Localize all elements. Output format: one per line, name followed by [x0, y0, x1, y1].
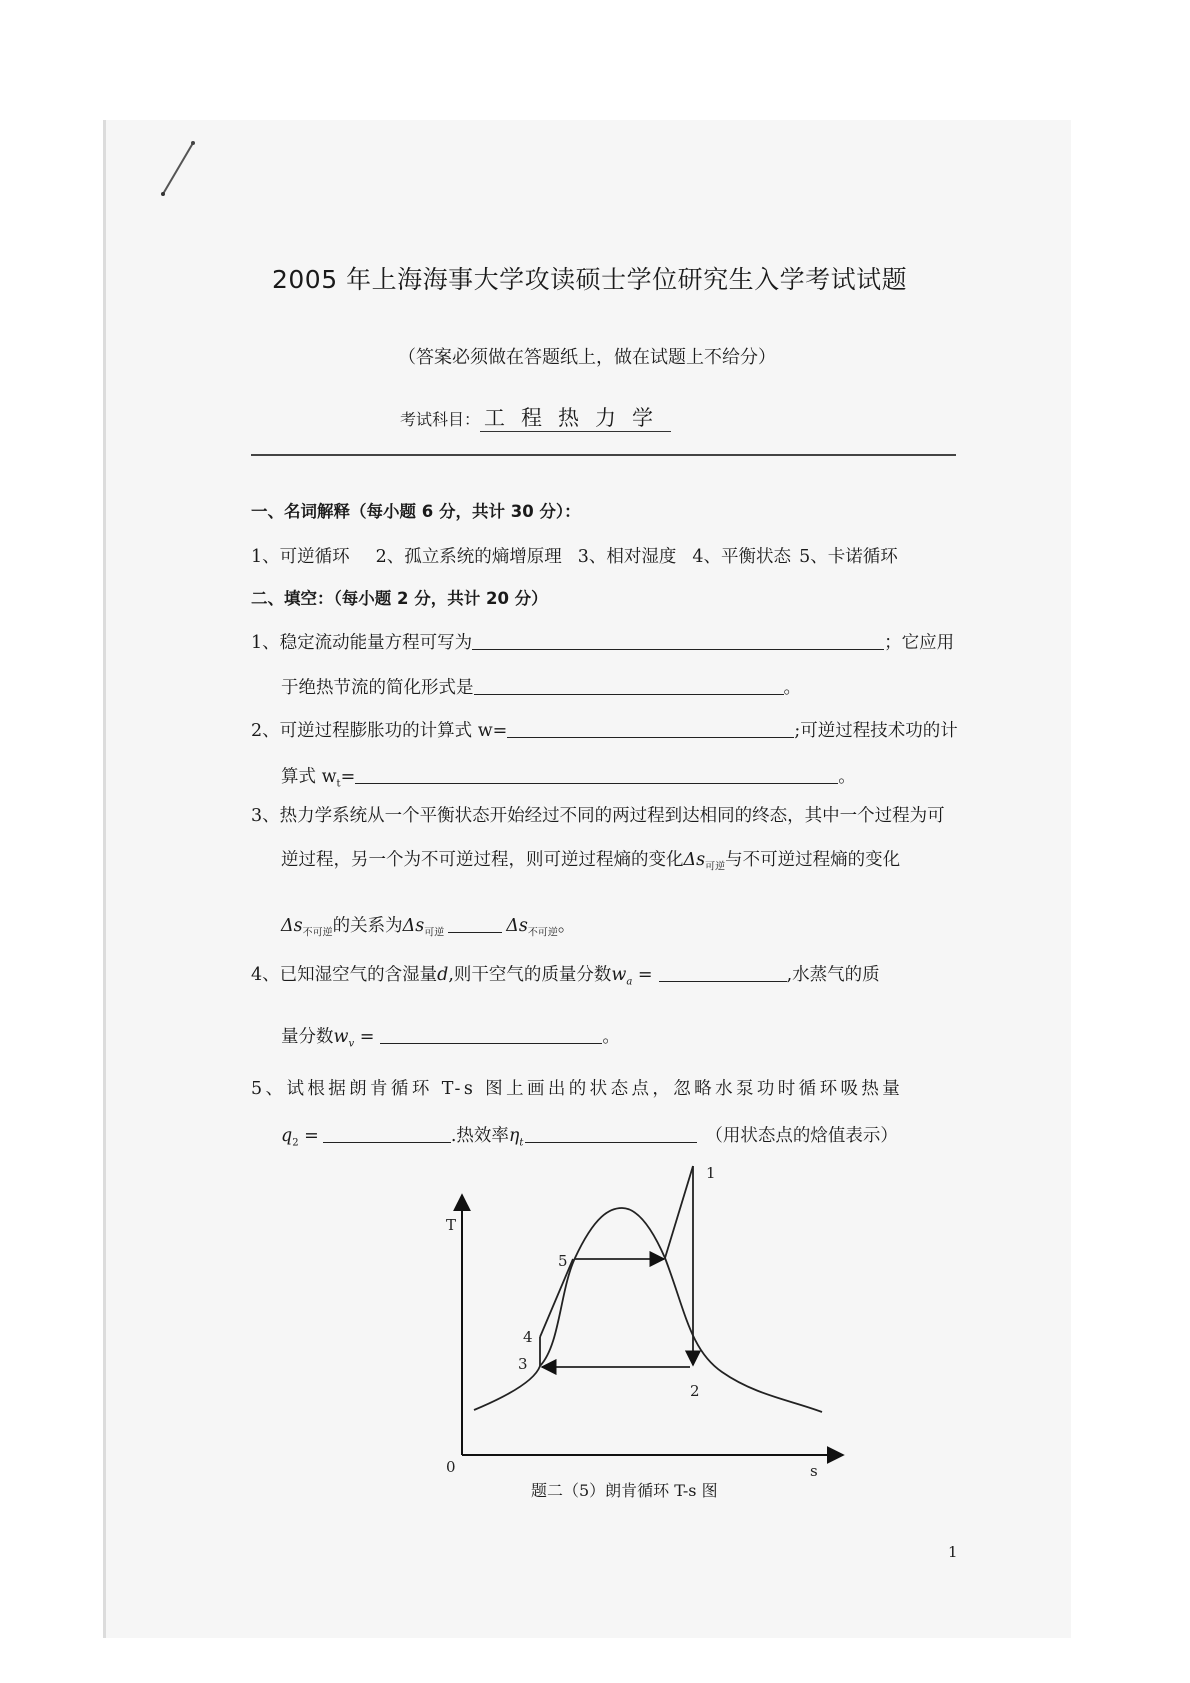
answer-blank[interactable]: [507, 721, 794, 738]
subject-value: 工程热力学: [480, 406, 671, 432]
process-superheat: [665, 1166, 693, 1258]
fill-question-5-cont: [281, 1122, 898, 1149]
question-number: 4、: [251, 965, 280, 985]
subscript: 不可逆: [527, 927, 558, 939]
math-delta-s: Δs: [506, 916, 528, 936]
math-var: η: [508, 1126, 520, 1146]
answer-notice: （答案必须做在答题纸上，做在试题上不给分）: [398, 347, 776, 368]
point-label-3: 3: [518, 1355, 528, 1373]
question-text: ;可逆过程技术功的计: [794, 721, 958, 741]
math-var: q: [281, 1126, 293, 1146]
staple-mark: [160, 140, 200, 198]
rankine-ts-diagram: [430, 1150, 870, 1510]
answer-blank[interactable]: [659, 965, 787, 982]
question-number: 1、: [251, 633, 280, 653]
term-item: 5、卡诺循环: [799, 547, 898, 567]
math-delta-s: Δs: [402, 916, 425, 936]
fill-question-5: [251, 1075, 903, 1100]
question-text: 。: [838, 767, 856, 787]
question-text: 已知湿空气的含湿量: [279, 965, 438, 985]
question-text: 试根据朗肯循环 T-s 图上画出的状态点，忽略水泵功时循环吸热量: [286, 1079, 904, 1099]
term-item: 2、孤立系统的熵增原理: [375, 547, 562, 567]
section1-items: [251, 543, 898, 568]
fill-question-1-cont: [281, 674, 801, 699]
fill-question-2: [251, 717, 958, 742]
subscript: 不可逆: [302, 927, 333, 939]
math-delta-s: Δs: [281, 916, 303, 936]
question-text: 。: [783, 678, 801, 698]
section1-heading: 一、名词解释（每小题 6 分，共计 30 分）：: [251, 502, 581, 521]
fill-question-1: [251, 629, 954, 654]
subscript: 可逆: [424, 927, 445, 939]
math-var: w: [611, 965, 627, 985]
point-label-4: 4: [523, 1328, 533, 1346]
subscript: v: [348, 1038, 355, 1050]
question-text: 。: [602, 1027, 620, 1047]
question-number: 3、: [251, 806, 280, 826]
subscript: t: [519, 1137, 524, 1149]
question-number: 5、: [251, 1079, 287, 1099]
term-item: 3、相对湿度: [577, 547, 677, 567]
answer-blank[interactable]: [380, 1027, 602, 1044]
answer-blank[interactable]: [525, 1126, 697, 1143]
question-text: =: [340, 767, 356, 787]
subscript: 可逆: [705, 861, 726, 873]
math-delta-s: Δs: [683, 850, 706, 870]
question-text: =: [298, 1126, 319, 1146]
question-text: 逆过程，另一个为不可逆过程，则可逆过程熵的变化: [281, 850, 684, 870]
point-label-1: 1: [706, 1164, 716, 1182]
page-number: 1: [948, 1543, 958, 1561]
question-text: ,则干空气的质量分数: [448, 965, 612, 985]
t-axis-label: T: [446, 1216, 457, 1234]
term-item: 4、平衡状态: [692, 547, 792, 567]
question-text: ；它应用: [884, 633, 955, 653]
question-text: ,水蒸气的质: [786, 965, 880, 985]
fill-question-4-cont: [281, 1023, 620, 1050]
point-label-5: 5: [558, 1252, 568, 1270]
section2-heading: 二、填空：（每小题 2 分，共计 20 分）: [251, 589, 548, 608]
answer-blank[interactable]: [323, 1126, 451, 1143]
question-text: 的关系为: [332, 916, 403, 936]
saturation-curve: [474, 1208, 822, 1412]
figure-caption: 题二（5）朗肯循环 T-s 图: [531, 1481, 718, 1500]
math-var: d: [437, 965, 449, 985]
fill-question-3-cont: [281, 846, 900, 873]
fill-question-4: [251, 961, 880, 988]
point-label-2: 2: [690, 1382, 700, 1400]
question-text: 。: [557, 916, 576, 936]
question-text: （用状态点的焓值表示）: [705, 1126, 898, 1146]
page-title: 2005 年上海海事大学攻读硕士学位研究生入学考试试题: [272, 265, 908, 294]
fill-question-3-cont2: [281, 912, 575, 939]
answer-blank[interactable]: [472, 633, 884, 650]
question-text: 稳定流动能量方程可写为: [279, 633, 473, 653]
question-text: 量分数: [281, 1027, 334, 1047]
question-text: 热力学系统从一个平衡状态开始经过不同的两过程到达相同的终态，其中一个过程为可: [279, 806, 945, 826]
s-axis-label: s: [810, 1462, 818, 1480]
answer-blank[interactable]: [448, 916, 502, 933]
term-item: 1、可逆循环: [251, 547, 350, 567]
question-text: =: [632, 965, 653, 985]
answer-blank[interactable]: [355, 767, 838, 784]
subscript: t: [336, 778, 341, 790]
math-var: w: [333, 1027, 349, 1047]
question-text: 于绝热节流的简化形式是: [281, 678, 474, 698]
question-text: 可逆过程膨胀功的计算式 w=: [279, 721, 508, 741]
subject-label: 考试科目：: [400, 410, 481, 429]
header-divider: [251, 454, 956, 456]
subscript: a: [626, 976, 633, 988]
fill-question-3: [251, 802, 945, 827]
exam-subject: [400, 402, 671, 432]
question-text: 与不可逆过程熵的变化: [725, 850, 901, 870]
subscript: 2: [292, 1137, 299, 1149]
fill-question-2-cont: [281, 763, 856, 790]
question-text: .热效率: [450, 1126, 509, 1146]
question-text: 算式 w: [281, 767, 337, 787]
question-number: 2、: [251, 721, 280, 741]
answer-blank[interactable]: [474, 678, 784, 695]
question-text: =: [354, 1027, 375, 1047]
origin-label: 0: [446, 1458, 456, 1476]
